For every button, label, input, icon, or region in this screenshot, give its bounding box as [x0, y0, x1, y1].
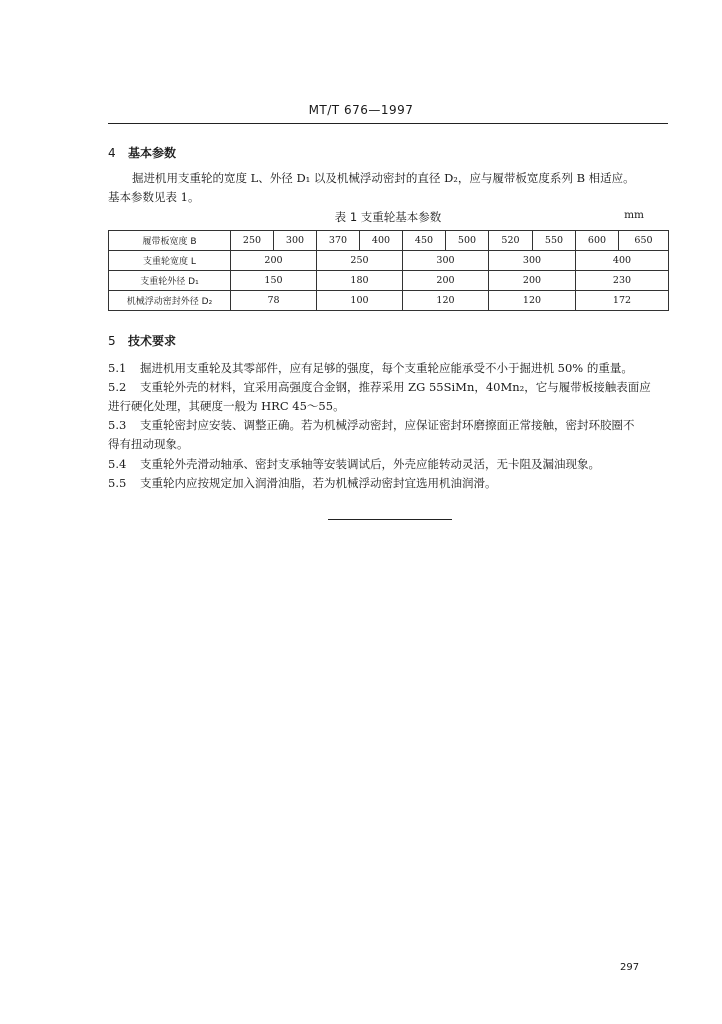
table-cell: 650: [619, 231, 669, 251]
item-number: 5.3: [108, 418, 127, 432]
section-5-number: 5: [108, 334, 116, 348]
table-cell: 250: [231, 231, 274, 251]
table-cell: 600: [576, 231, 619, 251]
section-4-para-line2: 基本参数见表 1。: [108, 190, 200, 204]
table-cell: 450: [403, 231, 446, 251]
section-4-number: 4: [108, 146, 116, 160]
row-label: 履带板宽度 B: [109, 231, 231, 251]
item-5-1-line1: 掘进机用支重轮及其零部件，应有足够的强度，每个支重轮应能承受不小于掘进机 50% 的重量。: [140, 361, 633, 375]
table-caption-row: [108, 209, 668, 225]
table-cell: 500: [446, 231, 489, 251]
header-rule: [108, 123, 668, 124]
table-cell: 172: [576, 291, 669, 311]
section-4-para-line1: 掘进机用支重轮的宽度 L、外径 D₁ 以及机械浮动密封的直径 D₂，应与履带板宽度系列 B 相适应。: [132, 171, 635, 185]
table-cell: 100: [317, 291, 403, 311]
table-cell: 300: [274, 231, 317, 251]
table-cell: 200: [403, 271, 489, 291]
page-number: 297: [620, 962, 640, 973]
section-5-heading: [108, 332, 176, 349]
section-4-heading: [108, 144, 176, 161]
table-cell: 400: [360, 231, 403, 251]
table-cell: 78: [231, 291, 317, 311]
end-of-standard-rule: [328, 519, 452, 520]
item-number: 5.1: [108, 361, 127, 375]
table-cell: 300: [489, 251, 576, 271]
item-5-3-line2: 得有扭动现象。: [108, 437, 189, 451]
table-cell: 200: [231, 251, 317, 271]
section-4-title: 基本参数: [128, 146, 177, 160]
table-cell: 120: [489, 291, 576, 311]
table-unit: mm: [624, 209, 644, 221]
table-cell: 370: [317, 231, 360, 251]
item-number: 5.5: [108, 476, 127, 490]
item-5-2-line1: 支重轮外壳的材料，宜采用高强度合金钢，推荐采用 ZG 55SiMn，40Mn₂，它与履带板接触表面应: [140, 380, 651, 394]
table-row: [109, 271, 669, 291]
item-5-4-line1: 支重轮外壳滑动轴承、密封支承轴等安装调试后，外壳应能转动灵活，无卡阻及漏油现象。: [140, 457, 600, 471]
table-cell: 180: [317, 271, 403, 291]
table-row: [109, 251, 669, 271]
table-cell: 550: [533, 231, 576, 251]
table-cell: 150: [231, 271, 317, 291]
table-cell: 520: [489, 231, 533, 251]
document-code: MT/T 676—1997: [308, 103, 414, 117]
table-row: [109, 231, 669, 251]
table-cell: 250: [317, 251, 403, 271]
item-5-5-line1: 支重轮内应按规定加入润滑油脂，若为机械浮动密封宜选用机油润滑。: [140, 476, 497, 490]
table-cell: 230: [576, 271, 669, 291]
parameters-table: [108, 230, 669, 311]
item-5-3-line1: 支重轮密封应安装、调整正确。若为机械浮动密封，应保证密封环磨擦面正常接触，密封环胶圈不: [140, 418, 635, 432]
row-label: 机械浮动密封外径 D₂: [109, 291, 231, 311]
table-caption: 表 1 支重轮基本参数: [334, 210, 442, 224]
item-5-2-line2: 进行硬化处理，其硬度一般为 HRC 45～55。: [108, 399, 345, 413]
row-label: 支重轮宽度 L: [109, 251, 231, 271]
table-cell: 200: [489, 271, 576, 291]
section-5-title: 技术要求: [128, 334, 177, 348]
item-number: 5.4: [108, 457, 127, 471]
table-cell: 120: [403, 291, 489, 311]
table-cell: 400: [576, 251, 669, 271]
table-cell: 300: [403, 251, 489, 271]
row-label: 支重轮外径 D₁: [109, 271, 231, 291]
item-number: 5.2: [108, 380, 127, 394]
table-row: [109, 291, 669, 311]
